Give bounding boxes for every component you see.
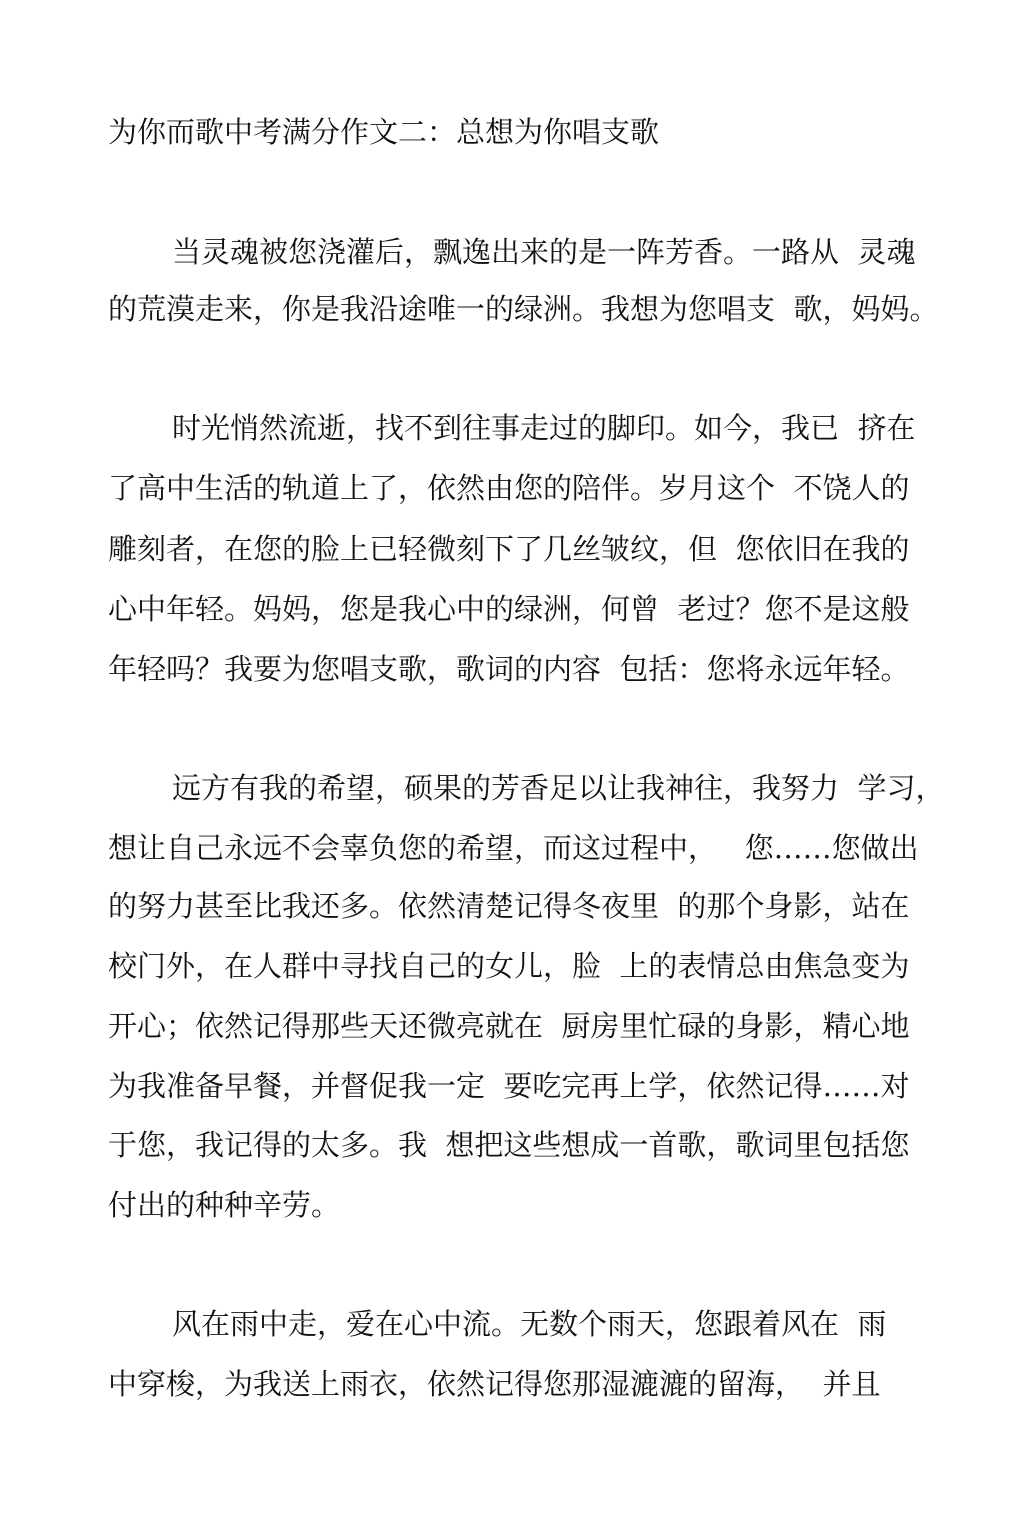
- page-title: 为你而歌中考满分作文二：总想为你唱支歌: [108, 115, 660, 149]
- paragraph-line: 想让自己永远不会辜负您的希望，而这过程中， 您……您做出: [108, 831, 919, 865]
- paragraph-line: 的努力甚至比我还多。依然清楚记得冬夜里 的那个身影，站在: [108, 889, 910, 923]
- paragraph-line: 时光悄然流逝，找不到往事走过的脚印。如今，我已 挤在: [172, 411, 916, 445]
- paragraph-line: 心中年轻。妈妈，您是我心中的绿洲，何曾 老过？您不是这般: [108, 592, 910, 626]
- paragraph-line: 校门外，在人群中寻找自己的女儿，脸 上的表情总由焦急变为: [108, 949, 910, 983]
- paragraph-line: 风在雨中走，爱在心中流。无数个雨天，您跟着风在 雨: [172, 1307, 887, 1341]
- paragraph-line: 开心；依然记得那些天还微亮就在 厨房里忙碌的身影，精心地: [108, 1009, 910, 1043]
- paragraph-line: 当灵魂被您浇灌后，飘逸出来的是一阵芳香。一路从 灵魂: [172, 235, 916, 269]
- paragraph-line: 的荒漠走来，你是我沿途唯一的绿洲。我想为您唱支 歌，妈妈。: [108, 292, 939, 326]
- paragraph-line: 雕刻者，在您的脸上已轻微刻下了几丝皱纹，但 您依旧在我的: [108, 532, 910, 566]
- paragraph-line: 了高中生活的轨道上了，依然由您的陪伴。岁月这个 不饶人的: [108, 471, 910, 505]
- paragraph-line: 为我准备早餐，并督促我一定 要吃完再上学，依然记得……对: [108, 1069, 910, 1103]
- paragraph-line: 中穿梭，为我送上雨衣，依然记得您那湿漉漉的留海， 并且: [108, 1367, 881, 1401]
- paragraph-line: 年轻吗？我要为您唱支歌，歌词的内容 包括：您将永远年轻。: [108, 652, 910, 686]
- paragraph-line: 于您，我记得的太多。我 想把这些想成一首歌，歌词里包括您: [108, 1128, 910, 1162]
- paragraph-line: 远方有我的希望，硕果的芳香足以让我神往，我努力 学习，: [172, 771, 945, 805]
- paragraph-line: 付出的种种辛劳。: [108, 1188, 341, 1222]
